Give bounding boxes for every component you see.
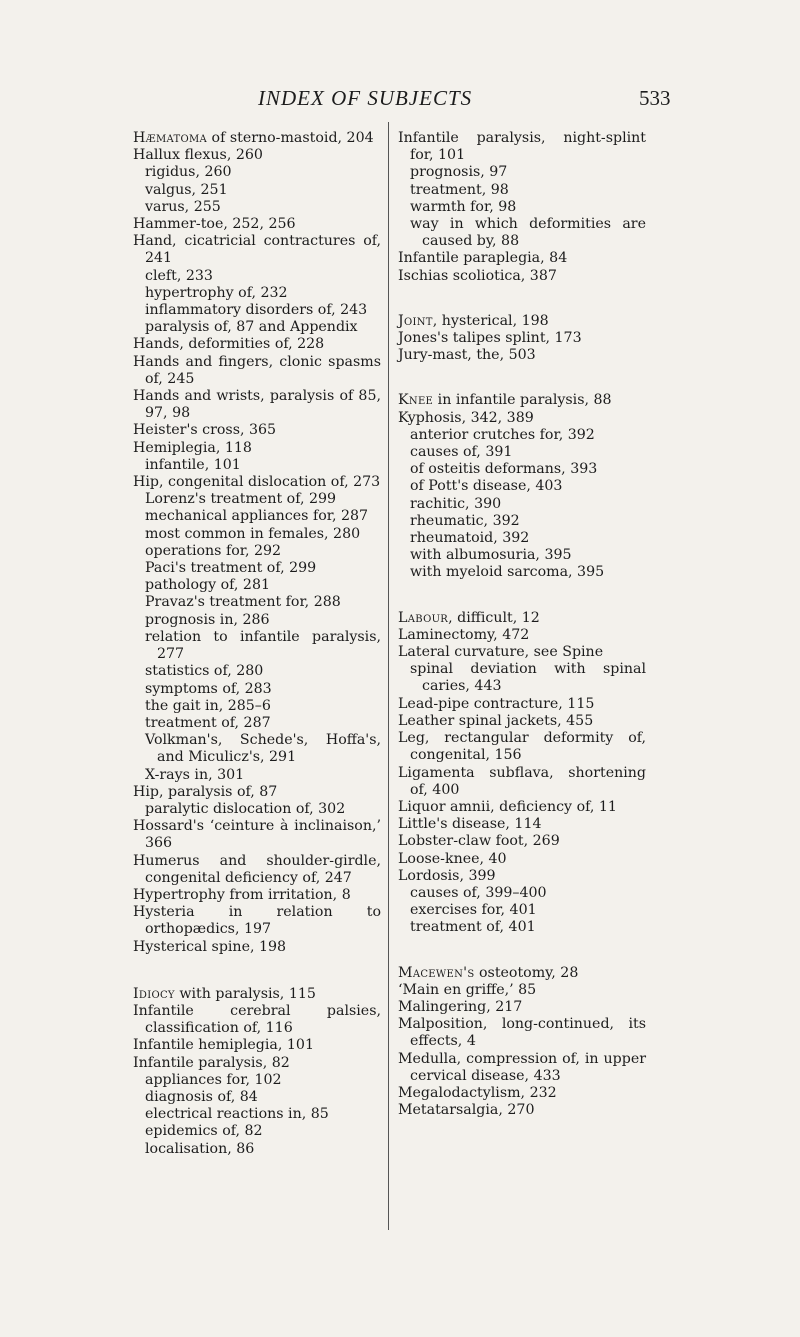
index-subentry [398,902,646,919]
entry-text: Lorenz's treatment of, 299 [145,491,337,508]
index-entry [133,904,381,938]
index-entry [398,250,646,267]
index-subentry [133,577,381,594]
index-entry [398,1016,646,1050]
entry-text: inflammatory disorders of, 243 [145,302,368,319]
index-subentry [398,478,646,495]
entry-text: X-rays in, 301 [145,766,245,783]
index-subentry [133,698,381,715]
index-subentry [133,1141,381,1158]
index-subentry [398,444,646,461]
entry-text: Lobster-claw foot, 269 [398,833,560,850]
entry-text: rigidus, 260 [145,164,232,181]
entry-text: rheumatic, 392 [410,512,520,529]
left-column [133,130,381,1158]
entry-text: paralysis of, 87 and Appendix [145,319,358,336]
page-number: 533 [639,86,671,110]
index-subentry [133,629,381,663]
index-subentry [398,885,646,902]
index-entry [398,965,646,982]
index-entry [398,410,646,427]
entry-text: Lordosis, 399 [398,867,496,884]
index-entry [133,336,381,353]
entry-text: Hands and wrists, paralysis of 85, 97, 98 [133,388,381,422]
index-entry [133,1003,381,1037]
index-subentry [133,199,381,216]
index-entry [398,999,646,1016]
entry-text: Volkman's, Schede's, Hoffa's, and Miculicz's, 291 [145,732,381,766]
index-entry [398,1051,646,1085]
index-subentry [398,461,646,478]
entry-text: Malingering, 217 [398,998,523,1015]
entry-text: Infantile paralysis, night-splint for, 101 [398,130,646,164]
entry-text: causes of, 391 [410,444,513,461]
entry-text: varus, 255 [145,198,221,215]
entry-text: causes of, 399–400 [410,884,547,901]
letter-lead-word: Hæmatoma [133,130,208,146]
entry-text: most common in females, 280 [145,525,361,542]
index-subentry [398,182,646,199]
entry-text: Lead-pipe contracture, 115 [398,695,595,712]
index-entry [398,730,646,764]
entry-text: Hands, deformities of, 228 [133,336,325,353]
entry-text: Hysterical spine, 198 [133,938,287,955]
entry-text: Hip, congenital dislocation of, 273 [133,474,381,491]
entry-text: Leather spinal jackets, 455 [398,712,594,729]
index-entry [133,986,381,1003]
index-subentry [133,715,381,732]
entry-text: spinal deviation with spinal caries, 443 [410,661,646,695]
index-section [398,130,646,285]
index-subentry [133,319,381,336]
letter-lead-word: Labour [398,609,449,626]
entry-text: Megalodactylism, 232 [398,1084,557,1101]
index-entry [133,474,381,491]
entry-text: ‘Main en griffe,’ 85 [398,981,537,998]
index-entry [398,330,646,347]
entry-text: relation to infantile paralysis, 277 [145,628,381,663]
entry-text: Hypertrophy from irritation, 8 [133,886,351,903]
index-entry [133,818,381,852]
entry-text: osteotomy, 28 [474,964,579,981]
letter-lead-word: Knee [398,392,434,409]
entry-text: Hemiplegia, 118 [133,439,252,456]
index-entry [398,627,646,644]
entry-text: warmth for, 98 [410,198,517,215]
entry-text: valgus, 251 [145,181,228,198]
entry-text: of osteitis deformans, 393 [410,461,598,478]
entry-text: treatment, 98 [410,181,509,198]
entry-text: operations for, 292 [145,542,282,559]
index-entry [133,1037,381,1054]
index-subentry [133,1106,381,1123]
index-subentry [133,543,381,560]
entry-text: of sterno-mastoid, 204 [207,130,374,146]
index-entry [398,696,646,713]
entry-text: of Pott's disease, 403 [410,478,563,495]
entry-text: Laminectomy, 472 [398,626,530,643]
index-subentry [398,530,646,547]
index-subentry [133,508,381,525]
index-subentry [133,182,381,199]
entry-text: exercises for, 401 [410,902,537,919]
entry-text: Lateral curvature, see Spine [398,644,604,661]
index-subentry [133,268,381,285]
entry-text: Malposition, long-continued, its effects, 4 [398,1016,646,1050]
entry-text: way in which deformities are caused by, 88 [410,216,646,250]
entry-text: Infantile hemiplegia, 101 [133,1037,314,1054]
index-section [398,313,646,365]
entry-text: mechanical appliances for, 287 [145,508,369,525]
entry-text: appliances for, 102 [145,1071,282,1088]
index-entry [398,1102,646,1119]
index-entry [133,354,381,388]
index-entry [398,313,646,330]
entry-text: Pravaz's treatment for, 288 [145,594,341,611]
index-entry [398,833,646,850]
index-entry [133,1055,381,1072]
letter-lead-word: Macewen's [398,964,475,981]
entry-text: Hip, paralysis of, 87 [133,783,278,800]
index-entry [398,1085,646,1102]
index-entry [133,887,381,904]
entry-text: Kyphosis, 342, 389 [398,409,534,426]
index-entry [398,982,646,999]
index-entry [133,147,381,164]
entry-text: the gait in, 285–6 [145,697,271,714]
entry-text: Ligamenta subflava, shortening of, 400 [398,764,646,798]
entry-text: Infantile cerebral palsies, classification of, 116 [133,1002,381,1037]
index-entry [133,939,381,956]
index-subentry [398,496,646,513]
entry-text: pathology of, 281 [145,577,270,594]
entry-text: Hossard's ‘ceinture à inclinaison,’ 366 [133,818,381,852]
entry-text: with albumosuria, 395 [410,547,572,564]
index-entry [398,610,646,627]
index-entry [133,216,381,233]
entry-text: cleft, 233 [145,267,213,284]
index-subentry [133,491,381,508]
index-subentry [398,164,646,181]
entry-text: Jury-mast, the, 503 [398,347,536,364]
right-column [398,130,646,1119]
index-entry [133,784,381,801]
letter-lead-word: Joint [398,312,433,329]
entry-text: Leg, rectangular deformity of, congenital, 156 [398,730,646,764]
index-subentry [133,164,381,181]
running-header [258,86,671,110]
index-subentry [133,526,381,543]
index-entry [398,644,646,661]
entry-text: prognosis, 97 [410,164,508,181]
entry-text: Metatarsalgia, 270 [398,1102,535,1119]
index-subentry [398,564,646,581]
entry-text: paralytic dislocation of, 302 [145,800,346,817]
entry-text: Jones's talipes splint, 173 [398,330,582,347]
entry-text: Hands and fingers, clonic spasms of, 245 [133,353,381,387]
running-title: INDEX OF SUBJECTS [258,86,473,110]
index-section [398,392,646,581]
entry-text: in infantile paralysis, 88 [433,392,612,409]
index-subentry [133,302,381,319]
entry-text: Hallux flexus, 260 [133,147,263,164]
entry-text: Hand, cicatricial contractures of, 241 [133,233,381,267]
entry-text: Paci's treatment of, 299 [145,560,317,577]
index-subentry [133,612,381,629]
entry-text: with myeloid sarcoma, 395 [410,564,605,581]
index-entry [133,853,381,887]
index-entry [398,765,646,799]
index-subentry [398,216,646,250]
index-subentry [398,661,646,695]
entry-text: statistics of, 280 [145,663,264,680]
index-section [133,130,381,956]
entry-text: diagnosis of, 84 [145,1088,258,1105]
index-subentry [133,594,381,611]
index-entry [133,388,381,422]
entry-text: with paralysis, 115 [174,985,316,1002]
index-entry [398,392,646,409]
index-entry [398,268,646,285]
entry-text: Infantile paralysis, 82 [133,1054,290,1071]
entry-text: prognosis in, 286 [145,611,270,628]
index-subentry [133,681,381,698]
entry-text: , hysterical, 198 [432,312,549,329]
index-subentry [398,547,646,564]
index-subentry [133,732,381,766]
index-entry [398,130,646,164]
entry-text: Humerus and shoulder-girdle, congenital deficiency of, 247 [133,852,381,886]
entry-text: Infantile paraplegia, 84 [398,250,568,267]
entry-text: Ischias scoliotica, 387 [398,267,557,284]
letter-lead-word: Idiocy [133,985,175,1002]
column-divider [388,122,389,1230]
index-entry [398,868,646,885]
index-entry [398,713,646,730]
entry-text: Medulla, compression of, in upper cervical disease, 433 [398,1050,646,1084]
entry-text: electrical reactions in, 85 [145,1106,329,1123]
index-entry [133,422,381,439]
entry-text: localisation, 86 [145,1140,255,1157]
entry-text: hypertrophy of, 232 [145,284,288,301]
entry-text: Hysteria in relation to orthopædics, 197 [133,904,381,938]
index-subentry [133,767,381,784]
entry-text: Little's disease, 114 [398,816,542,833]
index-subentry [133,1123,381,1140]
index-subentry [133,285,381,302]
index-subentry [398,513,646,530]
index-subentry [133,801,381,818]
index-subentry [398,427,646,444]
entry-text: , difficult, 12 [448,609,540,626]
entry-text: symptoms of, 283 [145,680,272,697]
entry-text: Hammer-toe, 252, 256 [133,216,296,233]
entry-text: rachitic, 390 [410,495,502,512]
index-entry [398,347,646,364]
index-entry [398,851,646,868]
entry-text: rheumatoid, 392 [410,530,530,547]
index-entry [133,233,381,267]
index-entry [398,799,646,816]
index-section [398,610,646,937]
index-section [133,986,381,1158]
entry-text: Liquor amnii, deficiency of, 11 [398,798,617,815]
index-subentry [133,1072,381,1089]
index-entry [133,440,381,457]
index-entry [133,130,381,147]
index-section [398,965,646,1120]
index-entry [398,816,646,833]
index-subentry [133,457,381,474]
index-subentry [133,663,381,680]
index-subentry [133,560,381,577]
entry-text: infantile, 101 [145,456,241,473]
index-subentry [133,1089,381,1106]
entry-text: treatment of, 401 [410,919,536,936]
entry-text: Heister's cross, 365 [133,422,277,439]
entry-text: epidemics of, 82 [145,1123,263,1140]
index-subentry [398,199,646,216]
entry-text: treatment of, 287 [145,714,271,731]
entry-text: Loose-knee, 40 [398,850,507,867]
index-subentry [398,919,646,936]
entry-text: anterior crutches for, 392 [410,426,595,443]
